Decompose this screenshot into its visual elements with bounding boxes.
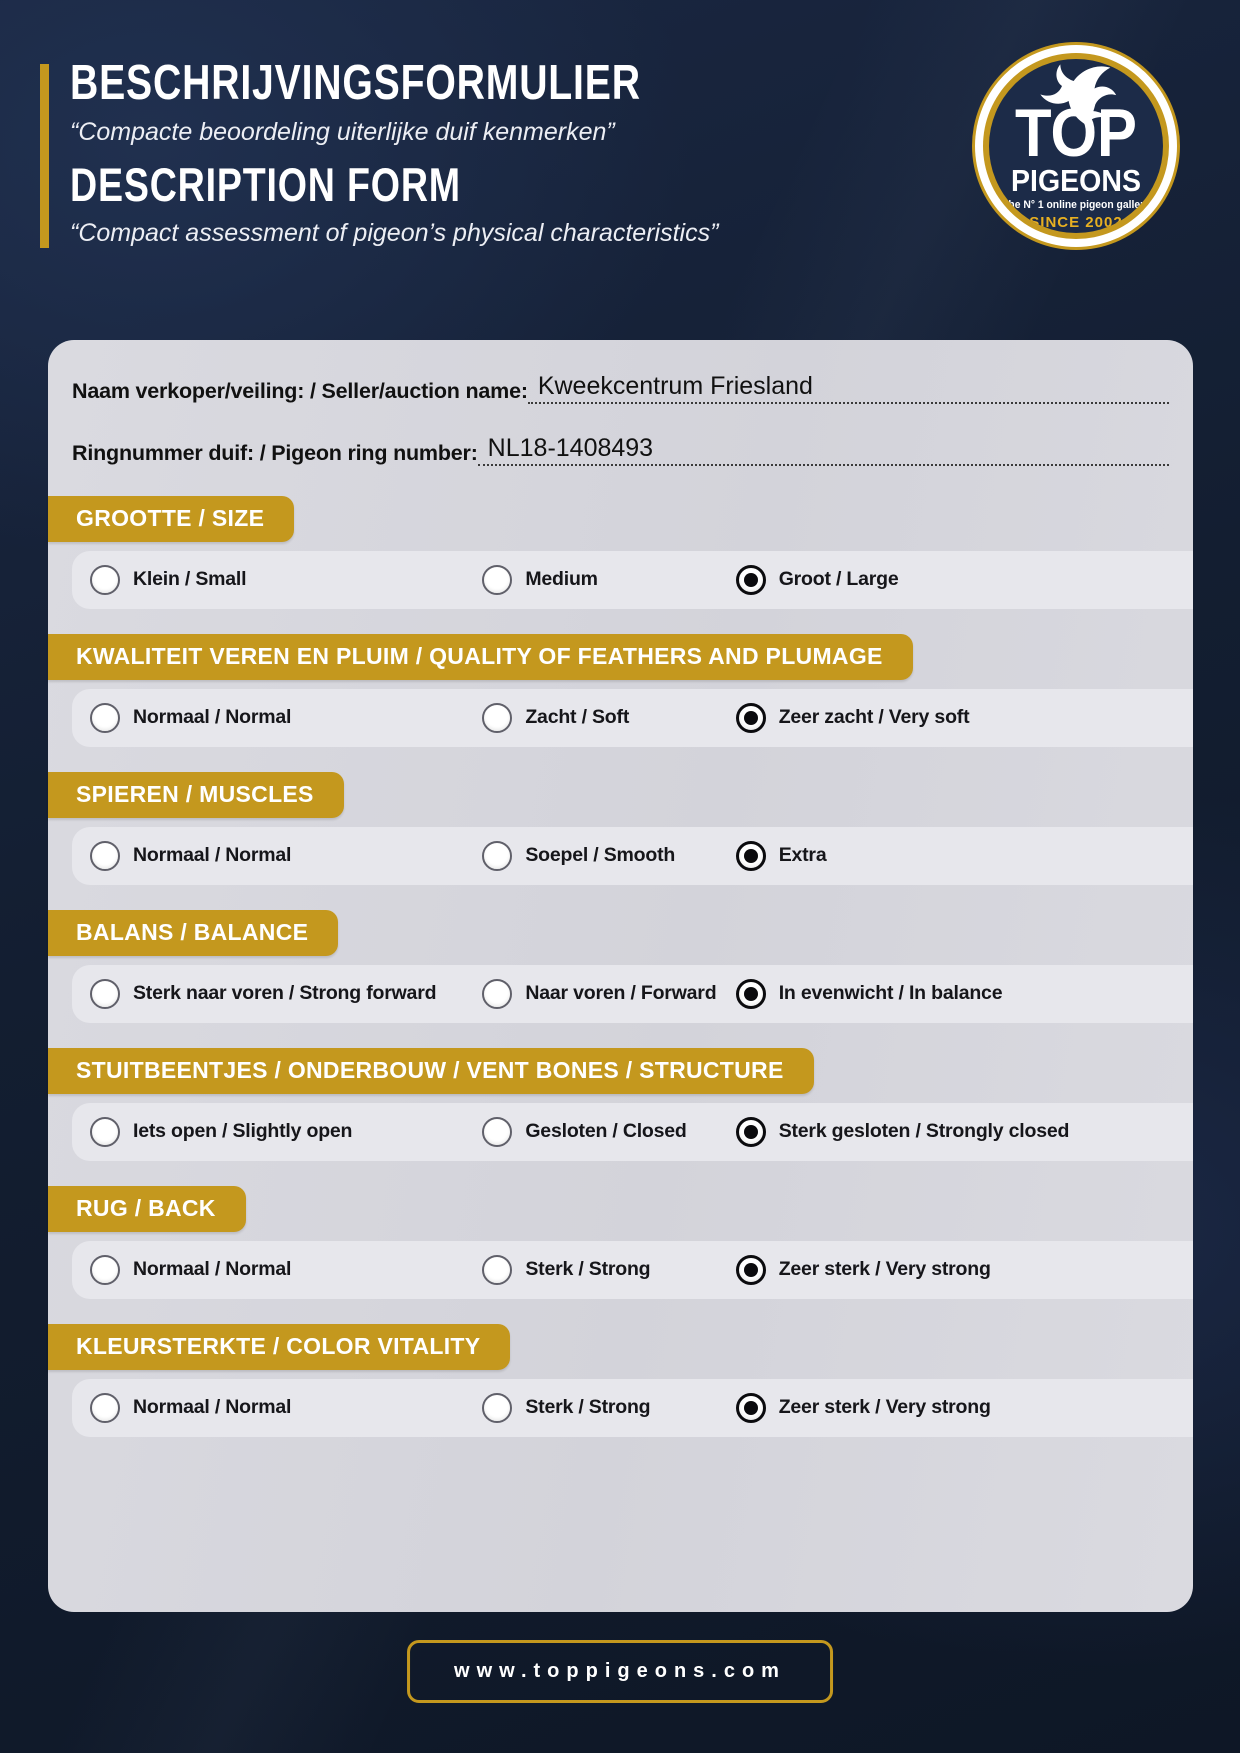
radio-button-icon[interactable] bbox=[482, 703, 512, 733]
option-label: Groot / Large bbox=[778, 568, 899, 590]
option-row bbox=[72, 1103, 1193, 1161]
option-label: Soepel / Smooth bbox=[525, 844, 676, 866]
radio-option[interactable] bbox=[464, 1255, 717, 1285]
option-label: Sterk / Strong bbox=[525, 1396, 651, 1418]
form-section bbox=[72, 772, 1169, 885]
section-title: STUITBEENTJES / ONDERBOUW / VENT BONES / STRUCTURE bbox=[48, 1048, 814, 1094]
option-label: Normaal / Normal bbox=[133, 1396, 292, 1418]
seller-name-field bbox=[72, 372, 1169, 404]
radio-button-icon[interactable] bbox=[90, 703, 120, 733]
form-header bbox=[70, 58, 890, 262]
option-row bbox=[72, 1379, 1193, 1437]
radio-option[interactable] bbox=[718, 1117, 1193, 1147]
radio-option[interactable] bbox=[72, 703, 464, 733]
option-label: Zeer sterk / Very strong bbox=[778, 1396, 991, 1418]
radio-option[interactable] bbox=[718, 565, 1193, 595]
radio-option[interactable] bbox=[464, 1117, 717, 1147]
radio-button-icon[interactable] bbox=[736, 565, 766, 595]
option-label: Naar voren / Forward bbox=[525, 982, 717, 1004]
radio-button-icon[interactable] bbox=[482, 1117, 512, 1147]
radio-option[interactable] bbox=[72, 1117, 464, 1147]
radio-button-icon[interactable] bbox=[482, 565, 512, 595]
option-row bbox=[72, 689, 1193, 747]
option-label: Zeer zacht / Very soft bbox=[778, 706, 970, 728]
form-card bbox=[48, 340, 1193, 1612]
form-section bbox=[72, 910, 1169, 1023]
radio-option[interactable] bbox=[464, 1393, 717, 1423]
option-label: Sterk gesloten / Strongly closed bbox=[778, 1120, 1070, 1142]
radio-option[interactable] bbox=[464, 979, 717, 1009]
radio-button-icon[interactable] bbox=[736, 841, 766, 871]
radio-option[interactable] bbox=[464, 841, 717, 871]
option-row bbox=[72, 1241, 1193, 1299]
option-label: Zacht / Soft bbox=[525, 706, 630, 728]
option-row bbox=[72, 827, 1193, 885]
radio-button-icon[interactable] bbox=[736, 1117, 766, 1147]
option-row bbox=[72, 551, 1193, 609]
radio-option[interactable] bbox=[72, 841, 464, 871]
radio-option[interactable] bbox=[464, 565, 717, 595]
section-title: GROOTTE / SIZE bbox=[48, 496, 294, 542]
section-title: BALANS / BALANCE bbox=[48, 910, 338, 956]
section-title: KLEURSTERKTE / COLOR VITALITY bbox=[48, 1324, 510, 1370]
option-label: Iets open / Slightly open bbox=[133, 1120, 353, 1142]
option-label: Normaal / Normal bbox=[133, 706, 292, 728]
radio-option[interactable] bbox=[72, 979, 464, 1009]
subtitle-english: “Compact assessment of pigeon’s physical characteristics” bbox=[70, 218, 719, 247]
radio-option[interactable] bbox=[72, 565, 464, 595]
option-row bbox=[72, 965, 1193, 1023]
top-pigeons-logo bbox=[972, 42, 1180, 250]
form-section bbox=[72, 1048, 1169, 1161]
radio-option[interactable] bbox=[464, 703, 717, 733]
sections bbox=[72, 496, 1169, 1437]
option-label: Klein / Small bbox=[133, 568, 247, 590]
radio-button-icon[interactable] bbox=[736, 1255, 766, 1285]
radio-button-icon[interactable] bbox=[90, 1117, 120, 1147]
radio-button-icon[interactable] bbox=[482, 1393, 512, 1423]
radio-option[interactable] bbox=[718, 979, 1193, 1009]
logo-since: SINCE 2002 bbox=[1029, 214, 1123, 231]
radio-button-icon[interactable] bbox=[482, 979, 512, 1009]
radio-option[interactable] bbox=[718, 1393, 1193, 1423]
radio-button-icon[interactable] bbox=[482, 841, 512, 871]
option-label: Sterk / Strong bbox=[525, 1258, 651, 1280]
option-label: Normaal / Normal bbox=[133, 844, 292, 866]
header-accent-bar bbox=[40, 64, 49, 248]
radio-option[interactable] bbox=[718, 1255, 1193, 1285]
ring-number-field bbox=[72, 434, 1169, 466]
radio-button-icon[interactable] bbox=[736, 979, 766, 1009]
section-title: SPIEREN / MUSCLES bbox=[48, 772, 344, 818]
radio-button-icon[interactable] bbox=[90, 565, 120, 595]
logo-badge bbox=[989, 59, 1163, 233]
section-title: KWALITEIT VEREN EN PLUIM / QUALITY OF FEATHERS AND PLUMAGE bbox=[48, 634, 913, 680]
ring-number-label: Ringnummer duif: / Pigeon ring number: bbox=[72, 440, 478, 465]
title-english: DESCRIPTION FORM bbox=[70, 157, 461, 211]
radio-option[interactable] bbox=[718, 841, 1193, 871]
radio-button-icon[interactable] bbox=[736, 703, 766, 733]
option-label: Gesloten / Closed bbox=[525, 1120, 687, 1142]
website-link[interactable] bbox=[407, 1640, 833, 1703]
radio-button-icon[interactable] bbox=[90, 841, 120, 871]
seller-name-label: Naam verkoper/veiling: / Seller/auction name: bbox=[72, 378, 528, 403]
seller-name-value[interactable]: Kweekcentrum Friesland bbox=[528, 372, 1169, 404]
option-label: Zeer sterk / Very strong bbox=[778, 1258, 991, 1280]
option-label: Medium bbox=[525, 568, 598, 590]
radio-button-icon[interactable] bbox=[736, 1393, 766, 1423]
option-label: Normaal / Normal bbox=[133, 1258, 292, 1280]
radio-button-icon[interactable] bbox=[90, 1255, 120, 1285]
logo-name-top: TOP bbox=[1015, 95, 1137, 171]
logo-tagline: The N° 1 online pigeon gallery bbox=[1002, 199, 1150, 211]
radio-button-icon[interactable] bbox=[90, 1393, 120, 1423]
logo-name-bottom: PIGEONS bbox=[1011, 163, 1141, 198]
title-dutch: BESCHRIJVINGSFORMULIER bbox=[70, 56, 641, 110]
form-section bbox=[72, 1324, 1169, 1437]
radio-button-icon[interactable] bbox=[482, 1255, 512, 1285]
option-label: Extra bbox=[778, 844, 827, 866]
radio-option[interactable] bbox=[72, 1255, 464, 1285]
ring-number-value[interactable]: NL18-1408493 bbox=[478, 434, 1169, 466]
section-title: RUG / BACK bbox=[48, 1186, 246, 1232]
form-section bbox=[72, 1186, 1169, 1299]
subtitle-dutch: “Compacte beoordeling uiterlijke duif kenmerken” bbox=[70, 117, 615, 146]
option-label: In evenwicht / In balance bbox=[778, 982, 1003, 1004]
radio-button-icon[interactable] bbox=[90, 979, 120, 1009]
form-section bbox=[72, 634, 1169, 747]
radio-option[interactable] bbox=[718, 703, 1193, 733]
radio-option[interactable] bbox=[72, 1393, 464, 1423]
form-section bbox=[72, 496, 1169, 609]
website-text: www.toppigeons.com bbox=[454, 1660, 786, 1682]
option-label: Sterk naar voren / Strong forward bbox=[133, 982, 437, 1004]
